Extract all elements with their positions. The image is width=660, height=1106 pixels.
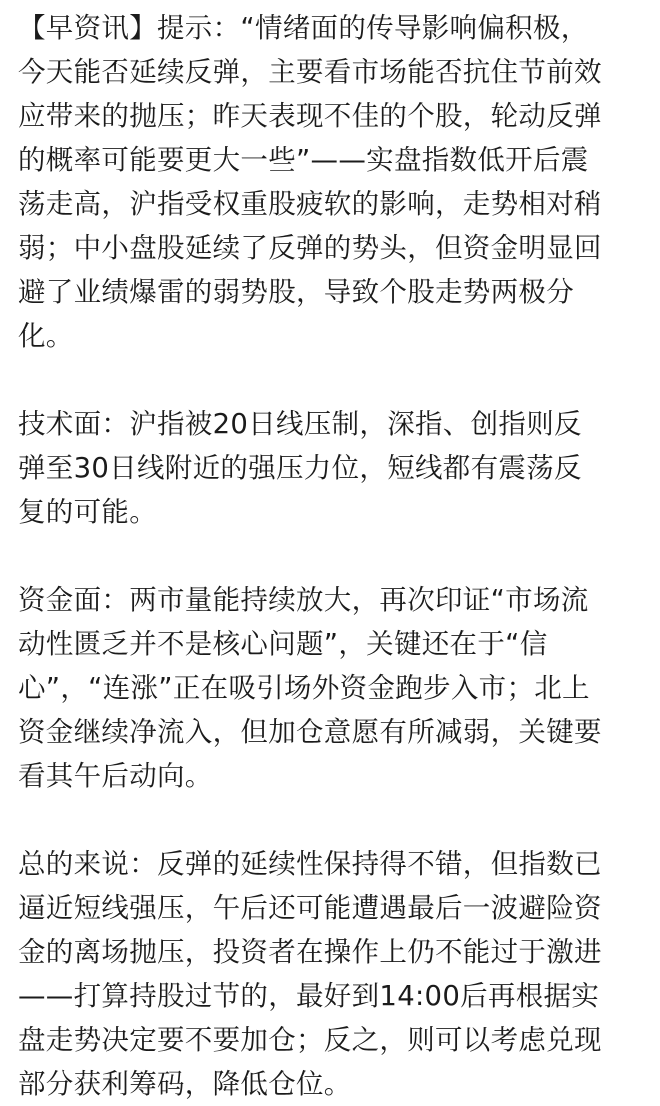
text-line: 避了业绩爆雷的弱势股，导致个股走势两极分 [18, 276, 574, 308]
paragraph-morning-news [18, 6, 644, 358]
text-line: 今天能否延续反弹，主要看市场能否抗住节前效 [18, 56, 602, 88]
text-line: 资金继续净流入，但加仓意愿有所减弱，关键要 [18, 716, 602, 748]
paragraph-spacer [18, 534, 644, 578]
text-line: 资金面：两市量能持续放大，再次印证“市场流 [18, 584, 589, 616]
text-line: 弱；中小盘股延续了反弹的势头，但资金明显回 [18, 232, 602, 264]
text-line: 总的来说：反弹的延续性保持得不错，但指数已 [18, 848, 602, 880]
text-line: 弹至30日线附近的强压力位，短线都有震荡反 [18, 452, 582, 484]
text-line: 金的离场抛压，投资者在操作上仍不能过于激进 [18, 936, 602, 968]
text-line: 化。 [18, 320, 74, 352]
text-line: 荡走高，沪指受权重股疲软的影响，走势相对稍 [18, 188, 602, 220]
text-line: 动性匮乏并不是核心问题”，关键还在于“信 [18, 628, 548, 660]
text-line: 逼近短线强压，午后还可能遭遇最后一波避险资 [18, 892, 602, 924]
text-line: 看其午后动向。 [18, 760, 213, 792]
text-line: 的概率可能要更大一些”——实盘指数低开后震 [18, 144, 589, 176]
text-line: 盘走势决定要不要加仓；反之，则可以考虑兑现 [18, 1024, 602, 1056]
text-line: 复的可能。 [18, 496, 157, 528]
paragraph-spacer [18, 358, 644, 402]
paragraph-summary [18, 842, 644, 1106]
text-line: 技术面：沪指被20日线压制，深指、创指则反 [18, 408, 582, 440]
paragraph-spacer [18, 798, 644, 842]
text-line: ——打算持股过节的，最好到14:00后再根据实 [18, 980, 600, 1012]
text-line: 应带来的抛压；昨天表现不佳的个股，轮动反弹 [18, 100, 602, 132]
paragraph-technical [18, 402, 644, 534]
text-line: 心”，“连涨”正在吸引场外资金跑步入市；北上 [18, 672, 590, 704]
text-line: 【早资讯】提示：“情绪面的传导影响偏积极， [18, 12, 589, 44]
paragraph-capital [18, 578, 644, 798]
text-line: 部分获利筹码，降低仓位。 [18, 1068, 352, 1100]
